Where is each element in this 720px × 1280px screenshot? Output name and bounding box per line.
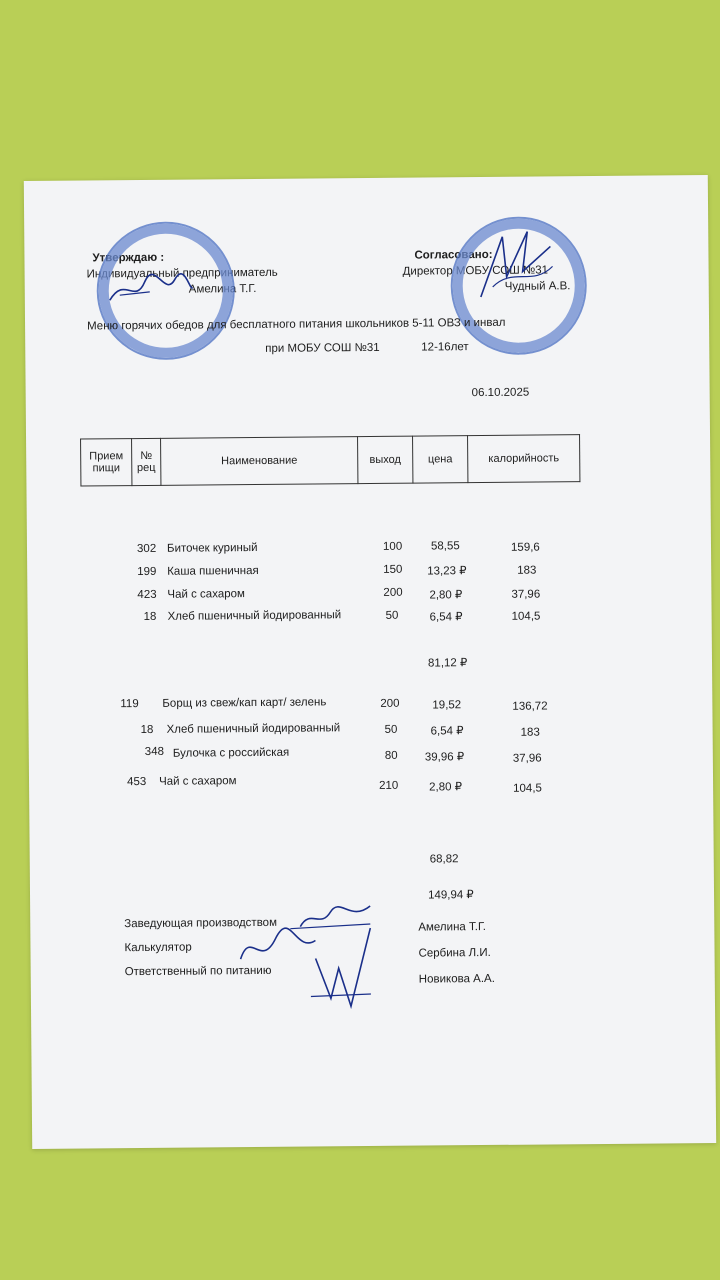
row-cal: 104,5: [511, 610, 541, 623]
row-name: Чай с сахаром: [167, 588, 245, 601]
document-page: [24, 175, 716, 1149]
row-cal: 37,96: [512, 752, 542, 765]
row-rec: 119: [120, 698, 139, 711]
menu-table-header: [80, 434, 580, 486]
row-name: Биточек куриный: [166, 541, 258, 555]
row-yield: 210: [379, 779, 399, 792]
row-cal: 183: [520, 726, 540, 739]
sign-role-1: Заведующая производством: [124, 916, 278, 931]
row-price: 39,96 ₽: [424, 751, 465, 764]
signature-agreed: [472, 226, 563, 307]
row-rec: 199: [137, 565, 157, 579]
signature-approved: [105, 270, 195, 311]
agreed-role: Директор МОБУ СОШ №31: [402, 264, 549, 278]
row-rec: 18: [143, 610, 157, 623]
col-name: Наименование: [161, 437, 358, 486]
menu-title-age: 12-16лет: [421, 341, 469, 354]
menu-date: 06.10.2025: [471, 386, 530, 400]
grand-total: 149,94 ₽: [427, 889, 474, 902]
sign-name-1: Амелина Т.Г.: [418, 920, 487, 934]
sign-name-2: Сербина Л.И.: [418, 946, 491, 960]
sign-role-3: Ответственный по питанию: [124, 964, 272, 979]
row-yield: 100: [382, 540, 403, 553]
menu-title: Меню горячих обедов для бесплатного питания школьников 5-11 ОВЗ и инвал: [87, 316, 506, 333]
row-cal: 183: [517, 564, 537, 577]
row-price: 58,55: [430, 540, 460, 553]
col-meal: Прием пищи: [81, 439, 132, 486]
row-yield: 50: [385, 609, 399, 622]
sign-role-2: Калькулятор: [124, 941, 192, 955]
row-rec: 302: [136, 542, 157, 556]
row-name: Хлеб пшеничный йодированный: [166, 722, 341, 736]
row-rec: 18: [140, 723, 154, 737]
menu-title-school: при МОБУ СОШ №31: [265, 341, 380, 355]
section-1-total: 81,12 ₽: [427, 657, 468, 670]
col-yield: выход: [358, 436, 413, 483]
row-yield: 50: [384, 723, 398, 736]
row-name: Чай с сахаром: [158, 775, 237, 788]
row-cal: 136,72: [512, 700, 548, 713]
section-2-total: 68,82: [429, 853, 459, 866]
sign-name-3: Новикова А.А.: [418, 972, 495, 986]
row-price: 2,80 ₽: [429, 781, 463, 794]
signature-footer: [220, 898, 391, 1019]
row-price: 6,54 ₽: [429, 611, 463, 624]
row-price: 13,23 ₽: [427, 565, 467, 578]
row-price: 2,80 ₽: [429, 589, 463, 602]
col-cal: калорийность: [468, 435, 580, 483]
row-rec: 423: [137, 588, 157, 602]
agreed-name: Чудный А.В.: [504, 280, 571, 293]
row-yield: 80: [384, 749, 398, 762]
row-yield: 200: [380, 697, 400, 710]
row-cal: 37,96: [511, 588, 541, 601]
row-price: 6,54 ₽: [430, 725, 464, 738]
approved-name: Амелина Т.Г.: [188, 282, 257, 296]
approved-label: Утверждаю :: [92, 251, 165, 265]
col-rec: № рец: [132, 438, 161, 485]
col-price: цена: [413, 436, 468, 483]
row-cal: 104,5: [513, 782, 542, 795]
agreed-label: Согласовано:: [414, 248, 493, 262]
row-name: Булочка с российская: [172, 746, 290, 760]
approved-role: Индивидуальный предприниматель: [86, 266, 278, 281]
row-yield: 200: [383, 586, 403, 599]
row-yield: 150: [383, 563, 403, 576]
row-rec: 348: [144, 745, 165, 758]
row-price: 19,52: [432, 699, 462, 712]
row-name: Борщ из свеж/кап карт/ зелень: [162, 696, 327, 710]
row-cal: 159,6: [510, 541, 540, 554]
row-rec: 453: [126, 775, 147, 789]
row-name: Каша пшеничная: [167, 564, 259, 578]
row-name: Хлеб пшеничный йодированный: [167, 609, 342, 623]
